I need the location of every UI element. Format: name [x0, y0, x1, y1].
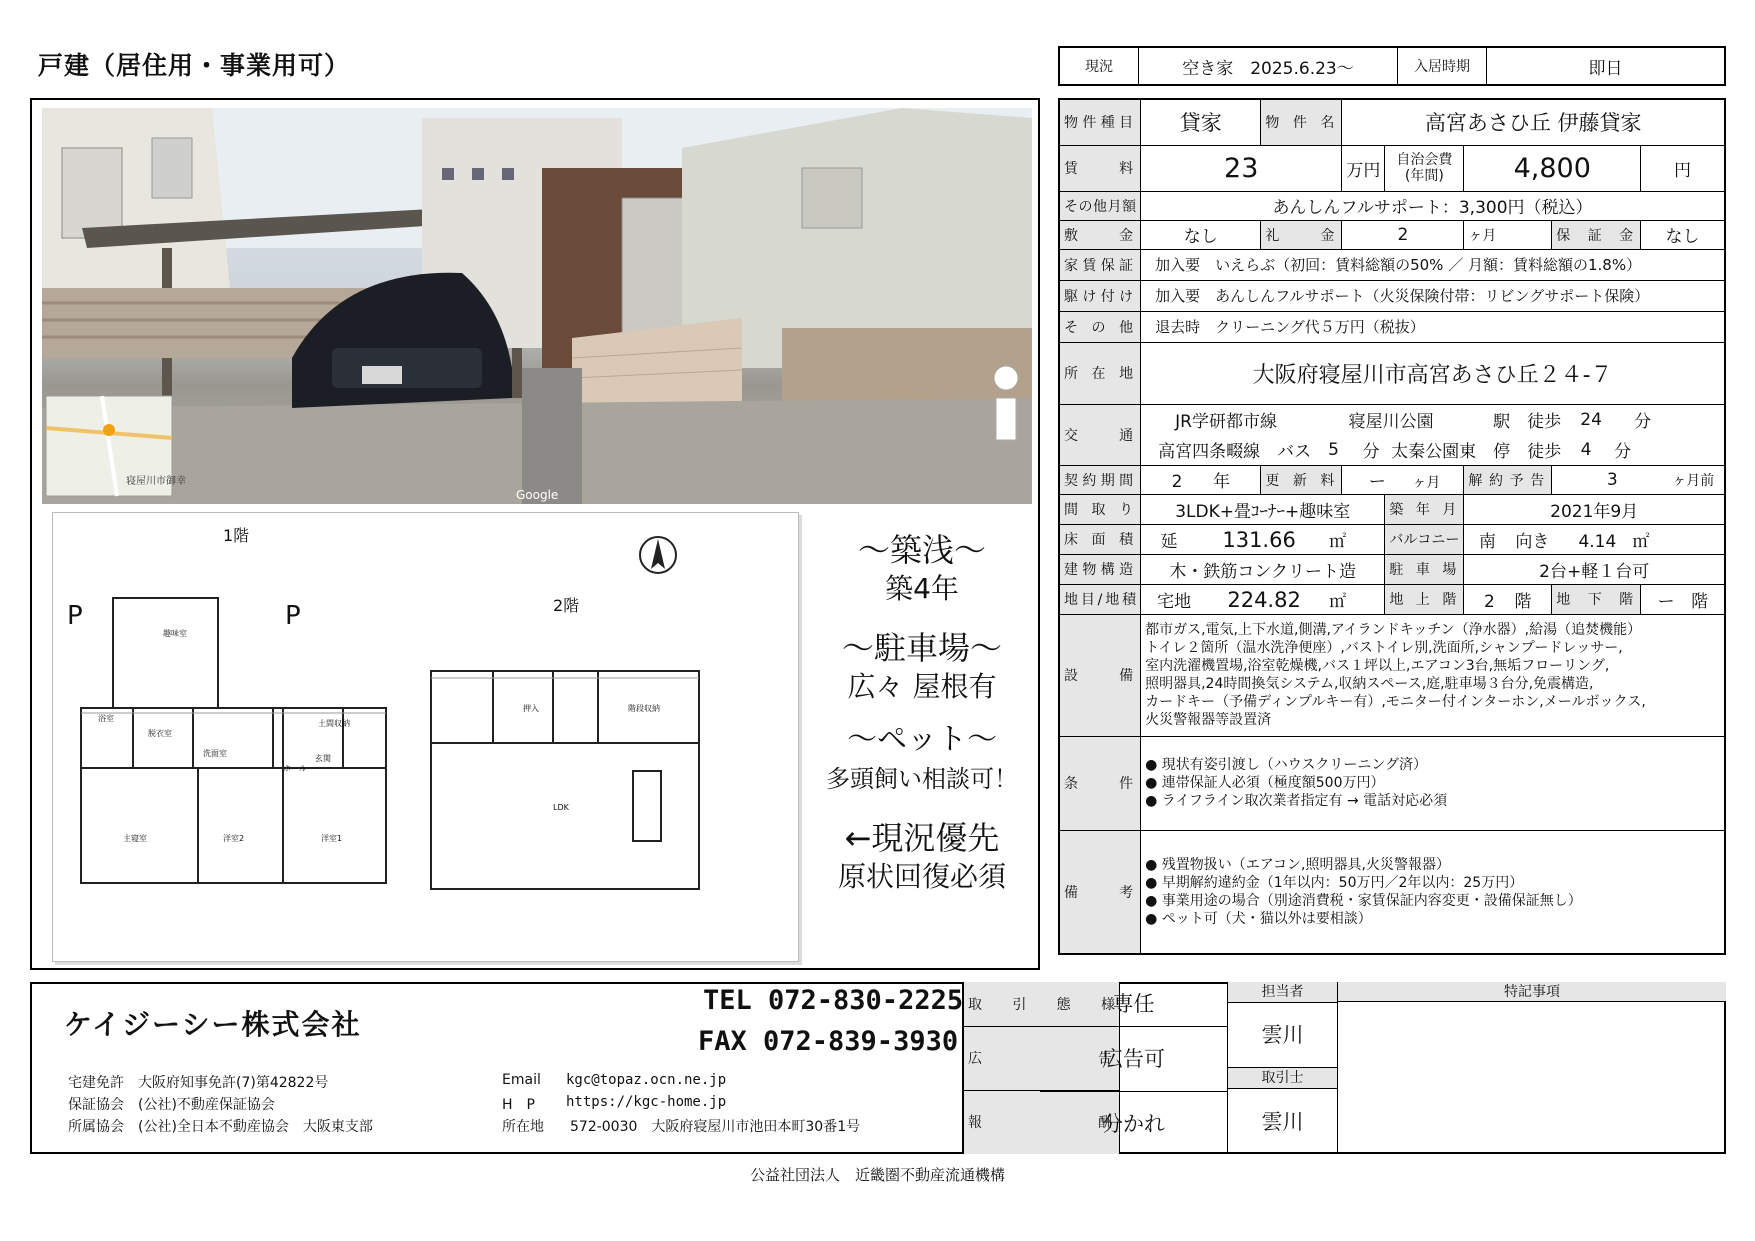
move-in-label: 入居時期: [1398, 47, 1487, 85]
cond-line: ● ライフライン取次業者指定有 → 電話対応必須: [1145, 793, 1448, 809]
guarantee-value: なし: [1641, 220, 1725, 249]
land-value: 224.82: [1227, 587, 1301, 612]
key-money-value: 2: [1342, 220, 1464, 249]
room-label: 洗面室: [203, 749, 227, 758]
equip-line: 都市ガス,電気,上下水道,側溝,アイランドキッチン（浄水器）,給湯（追焚機能）: [1145, 622, 1642, 638]
equip-line: トイレ２箇所（温水洗浄便座）,バストイレ別,洗面所,シャンプードレッサー,: [1145, 640, 1623, 656]
room-label: 押入: [523, 704, 539, 713]
land-unit: ㎡: [1329, 591, 1347, 612]
floor1-label: 1階: [223, 526, 250, 545]
name-label: 物 件 名: [1261, 99, 1342, 145]
name-value: 高宮あさひ丘 伊藤貸家: [1342, 99, 1725, 145]
room-label: 洋室1: [321, 834, 343, 843]
key-money-unit: ヶ月: [1464, 220, 1552, 249]
balcony-dir-suffix: 向き: [1515, 531, 1550, 552]
others-label: その他: [1059, 311, 1141, 342]
room-label: 主寝室: [123, 834, 147, 843]
floor-cell: [1141, 524, 1385, 554]
rent-unit: 万円: [1342, 145, 1385, 191]
map-label: 寝屋川市御幸: [126, 476, 186, 487]
floor-unit: ㎡: [1329, 531, 1347, 552]
floor-plan: [52, 512, 799, 962]
page-title: 戸建（居住用・事業用可）: [38, 51, 351, 80]
cancel-label: 解約予告: [1464, 465, 1552, 494]
promo-block: [812, 530, 1032, 896]
cancel-value: 3: [1606, 469, 1618, 490]
staff-value: 雲川: [1228, 1003, 1337, 1068]
other-fee-label: その他月額: [1059, 191, 1141, 220]
built-label: 築年月: [1385, 494, 1464, 524]
google-watermark: Google: [516, 488, 559, 502]
guarantee-label: 保証金: [1552, 220, 1641, 249]
others-value: 退去時 クリーニング代５万円（税抜）: [1141, 311, 1725, 342]
ad-label: 広告: [963, 1026, 1120, 1090]
address-label: 所在地: [1059, 342, 1141, 404]
assoc-label: 自治会費 (年間): [1385, 145, 1464, 191]
balcony-label: バルコニー: [1385, 524, 1464, 554]
rent-label: 賃料: [1059, 145, 1141, 191]
below-cell: [1641, 584, 1725, 614]
floor2-label: 2階: [553, 596, 580, 615]
room-label: 趣味室: [163, 629, 187, 638]
property-table: [1058, 98, 1726, 955]
parking-label: 駐車場: [1385, 554, 1464, 584]
promo-text: 広々 屋根有: [847, 670, 997, 703]
remarks-line: ● 事業用途の場合（別途消費税・家賃保証内容変更・設備保証無し）: [1145, 892, 1582, 909]
balcony-value: 4.14: [1578, 531, 1617, 552]
transit-unit: 分: [1634, 412, 1652, 432]
rent-guarantee-value: 加入要 いえらぶ（初回：賃料総額の50% ／ 月額：賃料総額の1.8%）: [1141, 249, 1725, 280]
transit-label: 交通: [1059, 404, 1141, 465]
rush-label: 駆け付け: [1059, 280, 1141, 311]
contract-label: 契約期間: [1059, 465, 1141, 494]
rent-guarantee-label: 家賃保証: [1059, 249, 1141, 280]
promo-text: 多頭飼い相談可！: [826, 765, 1018, 793]
ad-value: 広告可: [1040, 1027, 1227, 1092]
promo-text: 築4年: [885, 572, 959, 605]
deposit-value: なし: [1141, 220, 1261, 249]
key-money-label: 礼金: [1261, 220, 1342, 249]
property-photo: [42, 108, 1032, 504]
status-value: 空き家 2025.6.23～: [1139, 47, 1398, 85]
mode-value: 専任: [1040, 982, 1227, 1027]
balcony-cell: [1464, 524, 1725, 554]
rush-value: 加入要 あんしんフルサポート（火災保険付帯：リビングサポート保険）: [1141, 280, 1725, 311]
contract-cell: [1141, 465, 1261, 494]
parking-value: 2台+軽１台可: [1464, 554, 1725, 584]
land-cell: [1141, 584, 1385, 614]
room-label: 玄関: [315, 754, 331, 763]
transit-walk: 24: [1580, 409, 1602, 430]
license-text: 宅建免許 大阪府知事免許(7)第42822号: [68, 1075, 329, 1091]
layout-label: 間取り: [1059, 494, 1141, 524]
equip-line: カードキー（予備ディンプルキー有）,モニター付インターホン,メールボックス,: [1145, 694, 1646, 710]
promo-heading: ～駐車場～: [841, 629, 1002, 667]
parking-mark: P: [285, 601, 301, 631]
mode-label: 取引態様: [963, 982, 1120, 1026]
status-label: 現況: [1059, 47, 1139, 85]
equip-line: 火災警報器等設置済: [1145, 712, 1272, 728]
floor-value: 131.66: [1222, 527, 1296, 552]
room-label: LDK: [553, 803, 569, 812]
room-label: 浴室: [98, 714, 114, 723]
transit-cell: [1141, 404, 1725, 465]
land-label: 地目/地積: [1059, 584, 1141, 614]
room-label: 階段収納: [628, 704, 660, 713]
agent-label: 取引士: [1228, 1068, 1337, 1089]
company-fax: FAX 072-839-3930: [698, 1026, 959, 1057]
addr-label: 所在地: [502, 1119, 544, 1135]
transit-line: 高宮四条畷線 バス: [1158, 442, 1312, 462]
equip-value: [1141, 614, 1725, 736]
other-fee-value: あんしんフルサポート：3,300円（税込）: [1141, 191, 1725, 220]
deposit-label: 敷金: [1059, 220, 1141, 249]
cond-line: ● 連帯保証人必須（極度額500万円）: [1145, 775, 1385, 791]
address-value: 大阪府寝屋川市高宮あさひ丘２４-７: [1141, 342, 1725, 404]
equip-line: 照明器具,24時間換気システム,収納スペース,庭,駐車場３台分,免震構造,: [1145, 676, 1594, 692]
transit-stop: 太秦公園東: [1391, 442, 1477, 462]
email-label: Email: [502, 1072, 541, 1088]
type-label: 物件種目: [1059, 99, 1141, 145]
contract-value: 2: [1171, 472, 1183, 492]
balcony-dir: 南: [1478, 531, 1496, 552]
assoc-unit: 円: [1641, 145, 1725, 191]
assoc1-text: 保証協会 (公社)不動産保証協会: [68, 1097, 275, 1113]
transit-walk: 4: [1580, 439, 1592, 460]
above-value: 2: [1483, 591, 1495, 612]
transit-unit: 分: [1614, 442, 1632, 462]
footer-org: 公益社団法人 近畿圏不動産流通機構: [749, 1166, 1005, 1184]
rent-value: 23: [1141, 145, 1342, 191]
layout-value: 3LDK+畳ｺｰﾅｰ+趣味室: [1141, 494, 1385, 524]
room-label: 洋室2: [223, 834, 245, 843]
email-value[interactable]: kgc@topaz.ocn.ne.jp: [566, 1072, 727, 1088]
promo-text: 原状回復必須: [837, 860, 1006, 893]
transit-station: 寝屋川公園: [1348, 412, 1434, 432]
cond-line: ● 現状有姿引渡し（ハウスクリーニング済）: [1145, 757, 1428, 773]
balcony-unit: ㎡: [1632, 531, 1650, 552]
below-label: 地下階: [1552, 584, 1641, 614]
transit-walk-label: 停 徒歩: [1493, 442, 1562, 462]
notes-label: 特記事項: [1338, 982, 1726, 1002]
remarks-value: [1141, 830, 1725, 954]
transit-line: JR学研都市線: [1175, 412, 1277, 432]
company-tel: TEL 072-830-2225: [703, 985, 964, 1016]
structure-value: 木・鉄筋コンクリート造: [1141, 554, 1385, 584]
addr-value: 572-0030 大阪府寝屋川市池田本町30番1号: [570, 1119, 861, 1135]
parking-mark: P: [67, 601, 83, 631]
staff-block: [1228, 982, 1338, 1154]
cancel-unit: ヶ月前: [1672, 472, 1715, 489]
below-unit: 階: [1691, 591, 1709, 612]
structure-label: 建物構造: [1059, 554, 1141, 584]
remarks-line: ● ペット可（犬・猫以外は要相談）: [1145, 910, 1372, 927]
floor-label: 床面積: [1059, 524, 1141, 554]
above-unit: 階: [1514, 591, 1532, 612]
equip-line: 室内洗濯機置場,浴室乾燥機,バス１坪以上,エアコン3台,無垢フローリング,: [1145, 658, 1610, 674]
status-table: [1058, 46, 1726, 86]
remarks-line: ● 残置物扱い（エアコン,照明器具,火災警報器）: [1145, 856, 1450, 873]
cancel-cell: [1552, 465, 1725, 494]
move-in-value: 即日: [1487, 47, 1726, 85]
promo-heading: ～築浅～: [857, 531, 986, 569]
room-label: ホール: [283, 764, 307, 773]
room-label: 土間収納: [318, 719, 350, 728]
renewal-cell: [1342, 465, 1464, 494]
hp-label: H P: [502, 1097, 535, 1113]
built-value: 2021年9月: [1464, 494, 1725, 524]
transit-walk-label: 駅 徒歩: [1493, 412, 1562, 432]
promo-heading: ～ペット～: [847, 722, 997, 757]
contract-unit: 年: [1213, 472, 1231, 492]
transit-bus-unit: 分: [1362, 442, 1380, 462]
staff-label: 担当者: [1228, 982, 1337, 1003]
assoc-value: 4,800: [1464, 145, 1641, 191]
cond-label: 条件: [1059, 736, 1141, 830]
fee-label: 報酬: [963, 1090, 1120, 1154]
agent-value: 雲川: [1261, 1110, 1304, 1134]
land-type: 宅地: [1157, 591, 1192, 612]
equip-label: 設備: [1059, 614, 1141, 736]
promo-heading: ←現況優先: [844, 819, 1000, 857]
remarks-line: ● 早期解約違約金（1年以内：50万円／2年以内：25万円）: [1145, 874, 1524, 891]
below-value: ー: [1657, 591, 1675, 612]
assoc2-text: 所属協会 (公社)全日本不動産協会 大阪東支部: [68, 1119, 373, 1135]
hp-link[interactable]: https://kgc-home.jp: [566, 1094, 727, 1110]
fee-value: 分かれ: [1102, 1112, 1165, 1136]
above-label: 地上階: [1385, 584, 1464, 614]
renewal-unit: ヶ月: [1412, 475, 1441, 491]
deal-values: [1040, 982, 1228, 1154]
type-value: 貸家: [1141, 99, 1261, 145]
room-label: 脱衣室: [148, 729, 172, 738]
company-name: ケイジーシー株式会社: [64, 1008, 362, 1041]
floor-prefix: 延: [1160, 531, 1178, 552]
remarks-label: 備考: [1059, 830, 1141, 954]
cond-value: [1141, 736, 1725, 830]
renewal-value: ー: [1368, 472, 1386, 492]
above-cell: [1464, 584, 1552, 614]
renewal-label: 更新料: [1261, 465, 1342, 494]
transit-bus: 5: [1328, 439, 1339, 460]
